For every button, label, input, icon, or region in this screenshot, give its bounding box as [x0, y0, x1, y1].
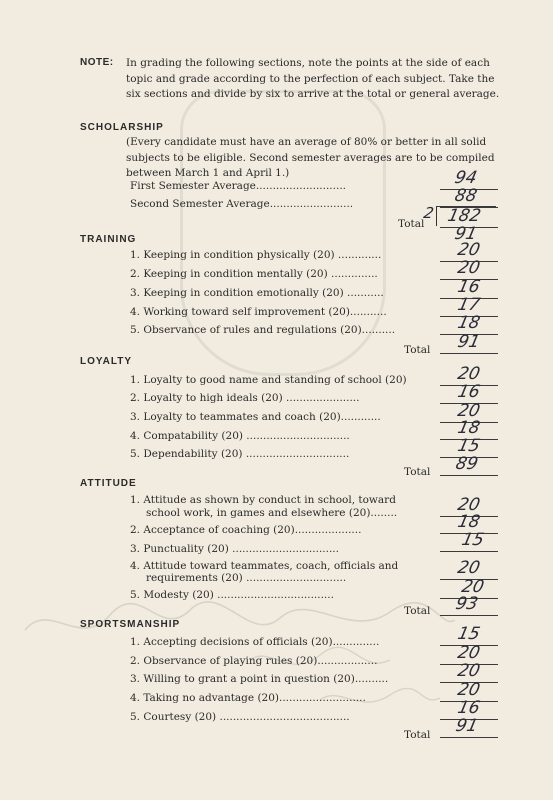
sportsmanship-item-4: 4. Taking no advantage (20)..........................	[130, 692, 366, 704]
sportsmanship-heading: SPORTSMANSHIP	[80, 619, 181, 630]
loyalty-heading: LOYALTY	[80, 356, 133, 367]
note-label: NOTE:	[80, 57, 114, 68]
training-item-2: 2. Keeping in condition mentally (20) ..............	[130, 268, 378, 280]
scholarship-instructions: (Every candidate must have an average of 80% or better in all solid subjects to be eligible. Second semester averages are to be compiled between March 1 and April 1.)	[126, 136, 495, 179]
training-score-5: 18	[455, 313, 482, 333]
training-item-5: 5. Observance of rules and regulations (20)..........	[130, 324, 396, 336]
sportsmanship-total-score: 91	[453, 716, 480, 736]
loyalty-total-label: Total	[404, 466, 431, 478]
sportsmanship-item-2: 2. Observance of playing rules (20)..................	[130, 655, 378, 667]
attitude-item-1-cont: school work, in games and elsewhere (20)........	[146, 507, 398, 519]
attitude-item-4: 4. Attitude toward teammates, coach, officials and	[130, 560, 399, 572]
sportsmanship-item-1: 1. Accepting decisions of officials (20)..............	[130, 636, 380, 648]
attitude-item-4-cont: requirements (20) ..............................	[146, 572, 347, 584]
training-score-4: 17	[455, 295, 482, 315]
loyalty-total-line	[440, 475, 498, 476]
training-total-label: Total	[404, 344, 431, 356]
attitude-score-2: 18	[455, 512, 482, 532]
scholarship-average-score: 91	[452, 224, 479, 244]
loyalty-score-5: 15	[455, 436, 482, 456]
loyalty-item-4: 4. Compatability (20) ...............................	[130, 430, 350, 442]
scholarship-total-label: Total	[398, 218, 425, 230]
attitude-total-score: 93	[453, 594, 480, 614]
loyalty-score-4: 18	[455, 418, 482, 438]
second-semester-score: 88	[452, 186, 479, 206]
loyalty-score-1: 20	[455, 364, 482, 384]
training-heading: TRAINING	[80, 234, 137, 245]
sportsmanship-total-label: Total	[404, 729, 431, 741]
scholarship-total-note: 2	[422, 204, 436, 222]
loyalty-total-score: 89	[453, 454, 480, 474]
loyalty-score-2: 16	[455, 382, 482, 402]
bleed-through-signature	[20, 590, 460, 740]
training-score-3: 16	[455, 277, 482, 297]
attitude-item-2: 2. Acceptance of coaching (20)....................	[130, 524, 362, 536]
loyalty-score-3: 20	[455, 401, 482, 421]
attitude-score-1: 20	[455, 495, 482, 515]
attitude-score-5: 20	[459, 577, 486, 597]
attitude-total-label: Total	[404, 605, 431, 617]
training-total-line	[440, 353, 498, 354]
loyalty-item-3: 3. Loyalty to teammates and coach (20)............	[130, 411, 381, 423]
loyalty-item-5: 5. Dependability (20) ...............................	[130, 448, 350, 460]
training-item-4: 4. Working toward self improvement (20)...........	[130, 306, 387, 318]
attitude-line-3	[440, 551, 498, 552]
loyalty-item-2: 2. Loyalty to high ideals (20) ......................	[130, 392, 360, 404]
sportsmanship-score-5: 16	[455, 698, 482, 718]
sportsmanship-score-1: 15	[455, 624, 482, 644]
attitude-score-3: 15	[459, 530, 486, 550]
training-item-3: 3. Keeping in condition emotionally (20) ...........	[130, 287, 384, 299]
scholarship-heading: SCHOLARSHIP	[80, 122, 164, 133]
attitude-item-3: 3. Punctuality (20) ................................	[130, 543, 339, 555]
division-bracket	[436, 206, 437, 226]
sportsmanship-item-3: 3. Willing to grant a point in question (20)..........	[130, 673, 389, 685]
sportsmanship-score-2: 20	[455, 643, 482, 663]
scholarship-total-score: 182	[445, 206, 483, 226]
sportsmanship-score-4: 20	[455, 680, 482, 700]
training-item-1: 1. Keeping in condition physically (20) .............	[130, 249, 382, 261]
loyalty-item-1: 1. Loyalty to good name and standing of school (20)	[130, 374, 407, 386]
first-semester-label: First Semester Average...........................	[130, 180, 346, 192]
sportsmanship-score-3: 20	[455, 661, 482, 681]
first-semester-score: 94	[452, 168, 479, 188]
sportsmanship-item-5: 5. Courtesy (20) .......................................	[130, 711, 350, 723]
note-text: In grading the following sections, note the points at the side of each topic and grade according to the perfection of each subject. Take the six sections and divide by six to arrive at the total or general average.	[126, 57, 500, 100]
attitude-heading: ATTITUDE	[80, 478, 137, 489]
attitude-item-5: 5. Modesty (20) ...................................	[130, 589, 334, 601]
training-score-2: 20	[455, 258, 482, 278]
attitude-item-1: 1. Attitude as shown by conduct in school, toward	[130, 494, 396, 506]
attitude-score-4: 20	[455, 558, 482, 578]
training-score-1: 20	[455, 240, 482, 260]
training-total-score: 91	[455, 332, 482, 352]
second-semester-label: Second Semester Average.........................	[130, 198, 354, 210]
